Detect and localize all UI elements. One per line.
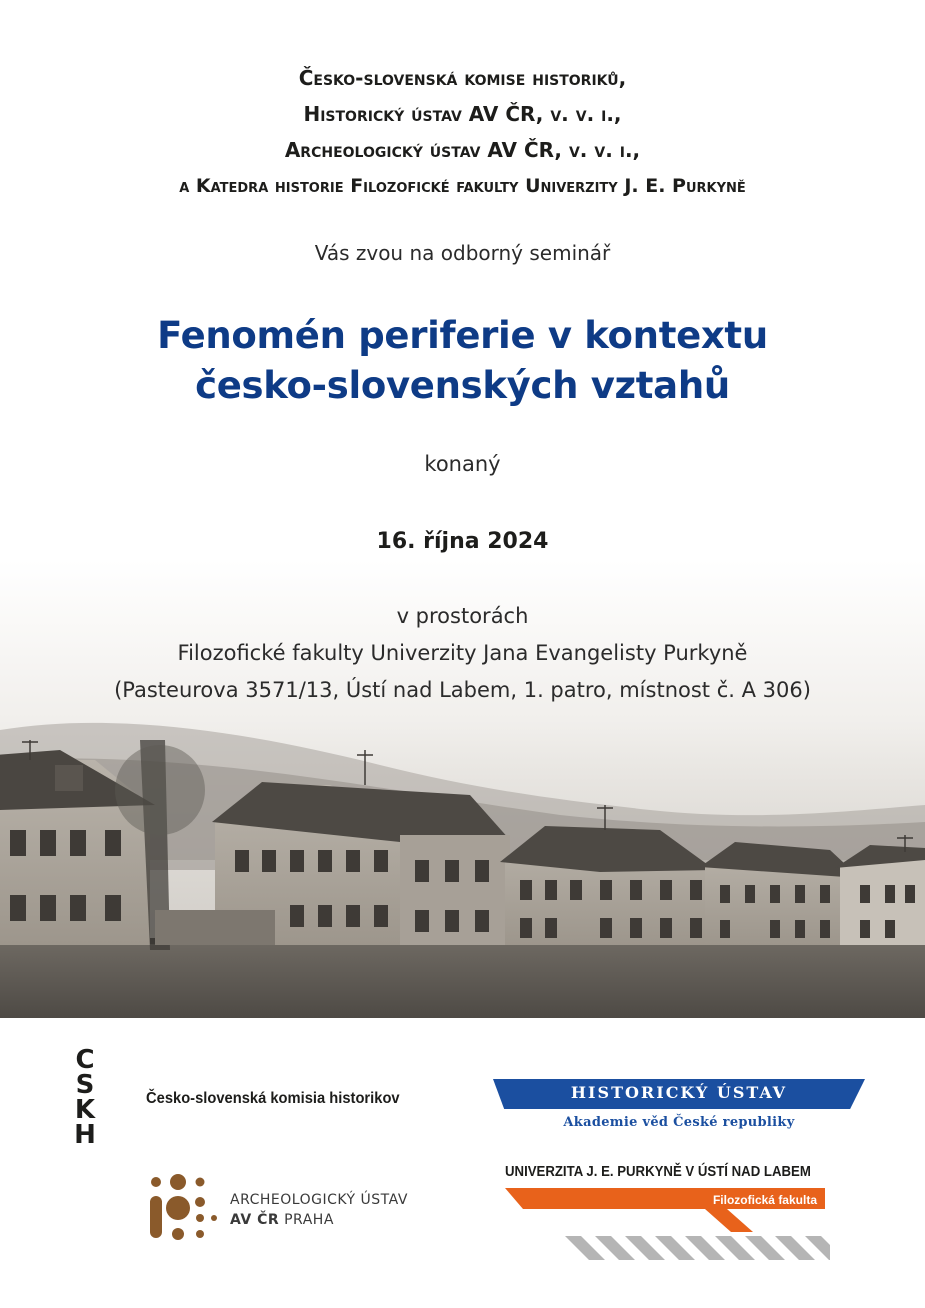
- cskh-letter: C: [75, 1045, 95, 1075]
- title-line: česko-slovenských vztahů: [195, 364, 730, 407]
- cskh-letter: H: [74, 1120, 96, 1150]
- au-line2-bold: AV ČR: [230, 1212, 280, 1228]
- archeologicky-ustav-logo: [148, 1172, 408, 1248]
- invitation-text: Vás zvou na odborný seminář: [314, 241, 611, 265]
- ujep-logo: [505, 1163, 830, 1264]
- cskh-logo: [70, 1045, 100, 1150]
- au-name: [230, 1190, 408, 1230]
- hu-name: HISTORICKÝ ÚSTAV: [570, 1083, 788, 1102]
- event-date: 16. října 2024: [376, 529, 549, 554]
- au-line1: ARCHEOLOGICKÝ ÚSTAV: [230, 1192, 408, 1208]
- held-label: konaný: [424, 452, 501, 476]
- historicky-ustav-logo: [493, 1079, 865, 1130]
- cskh-letter: S: [75, 1070, 95, 1100]
- hu-subtitle: Akademie věd České republiky: [563, 1115, 795, 1130]
- venue-line: (Pasteurova 3571/13, Ústí nad Labem, 1. patro, místnost č. A 306): [114, 678, 811, 702]
- au-line2: [230, 1210, 408, 1230]
- host-line: Archeologický ústav AV ČR, v. v. i.,: [284, 138, 641, 162]
- title-line: Fenomén periferie v kontextu: [157, 314, 768, 357]
- host-line: Historický ústav AV ČR, v. v. i.,: [303, 102, 622, 126]
- host-line: a Katedra historie Filozofické fakulty Univerzity J. E. Purkyně: [179, 175, 746, 197]
- ujep-name: UNIVERZITA J. E. PURKYNĚ V ÚSTÍ NAD LABEM: [505, 1163, 811, 1180]
- venue-line: v prostorách: [396, 604, 529, 628]
- ujep-graphic: [505, 1184, 830, 1264]
- host-organizations: [0, 60, 925, 204]
- venue: [0, 598, 925, 709]
- cskh-name: Česko-slovenská komisia historikov: [146, 1090, 400, 1107]
- au-line2-rest: PRAHA: [284, 1212, 334, 1228]
- au-dots-icon: [148, 1172, 220, 1244]
- host-line: Česko-slovenská komise historiků,: [298, 66, 627, 90]
- ujep-faculty: Filozofická fakulta: [712, 1193, 817, 1207]
- seminar-title: [0, 311, 925, 411]
- cskh-letter: K: [74, 1095, 96, 1125]
- venue-line: Filozofické fakulty Univerzity Jana Evangelisty Purkyně: [177, 641, 748, 665]
